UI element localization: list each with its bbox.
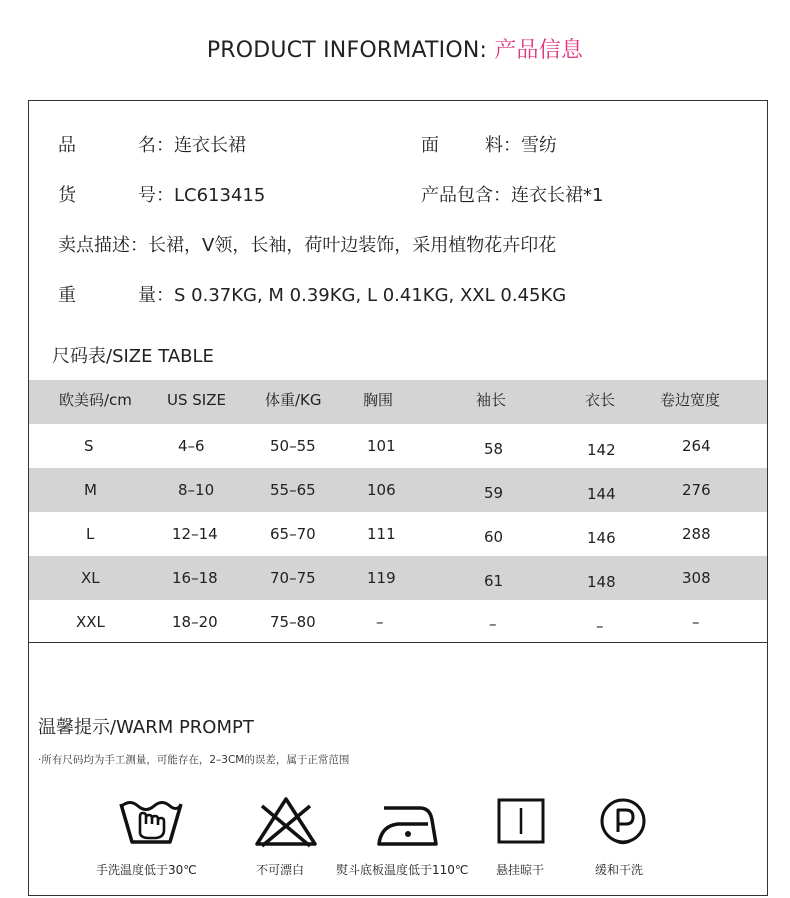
table-cell: – (692, 613, 700, 631)
table-cell: 18–20 (172, 613, 218, 631)
table-cell: 58 (484, 440, 504, 458)
table-cell: L (86, 525, 95, 543)
table-cell: S (84, 437, 94, 455)
info-sku (58, 181, 265, 207)
size-table (29, 380, 767, 644)
table-cell: 61 (484, 572, 504, 590)
title-en: PRODUCT INFORMATION: (206, 38, 495, 63)
header-cell: 胸围 (363, 391, 394, 409)
table-cell: 142 (587, 441, 616, 459)
header-cell: 欧美码/cm (59, 391, 132, 409)
table-cell: 8–10 (178, 481, 215, 499)
table-cell: 59 (484, 484, 504, 502)
info-weight-label: 重量 (58, 285, 156, 306)
table-cell: – (489, 615, 497, 633)
hang-dry-icon (496, 796, 548, 848)
table-cell: 144 (587, 485, 616, 503)
table-cell: 101 (367, 437, 396, 455)
hand-wash-icon (118, 796, 184, 848)
info-name (58, 131, 246, 157)
table-cell: 50–55 (270, 437, 316, 455)
table-header (29, 380, 767, 424)
care-label-hand-wash: 手洗温度低于30℃ (96, 863, 197, 877)
table-cell: 75–80 (270, 613, 316, 631)
table-cell: 55–65 (270, 481, 316, 499)
table-cell: 106 (367, 481, 396, 499)
colon: ： (156, 185, 174, 206)
table-cell: M (84, 481, 97, 499)
header-cell: 卷边宽度 (660, 391, 721, 409)
table-cell: 288 (682, 525, 711, 543)
info-weight-value: S 0.37KG, M 0.39KG, L 0.41KG, XXL 0.45KG (174, 285, 567, 306)
table-cell: 264 (682, 437, 711, 455)
colon: ： (493, 185, 511, 206)
info-selling (58, 231, 556, 257)
care-label-dry-clean: 缓和干洗 (595, 863, 644, 877)
header-cell: 体重/KG (265, 391, 322, 409)
table-cell: 146 (587, 529, 616, 547)
table-cell: – (596, 617, 604, 635)
table-cell: 65–70 (270, 525, 316, 543)
page-title (0, 33, 790, 64)
table-cell: 148 (587, 573, 616, 591)
table-row (29, 512, 767, 556)
colon: ： (503, 135, 521, 156)
info-package-label: 产品包含 (421, 185, 493, 206)
info-fabric-value: 雪纺 (521, 135, 557, 156)
table-cell: 12–14 (172, 525, 218, 543)
info-sku-value: LC613415 (174, 185, 266, 206)
warm-prompt-note: ·所有尺码均为手工测量，可能存在，2–3CM的误差，属于正常范围 (38, 754, 350, 766)
care-label-iron: 熨斗底板温度低于110℃ (336, 863, 469, 877)
info-sku-label: 货号 (58, 185, 156, 206)
header-cell: US SIZE (167, 391, 226, 409)
iron-icon (376, 796, 440, 848)
care-label-hang-dry: 悬挂晾干 (496, 863, 545, 877)
header-cell: 衣长 (585, 391, 616, 409)
table-cell: 119 (367, 569, 396, 587)
info-selling-value: 长裙，V领，长袖，荷叶边装饰，采用植物花卉印花 (148, 235, 557, 256)
table-cell: 16–18 (172, 569, 218, 587)
table-cell: 111 (367, 525, 396, 543)
table-row (29, 556, 767, 600)
table-cell: XL (81, 569, 100, 587)
info-fabric-label: 面料 (421, 135, 503, 156)
table-cell: 4–6 (178, 437, 205, 455)
info-name-value: 连衣长裙 (174, 135, 246, 156)
table-cell: 308 (682, 569, 711, 587)
table-cell: 60 (484, 528, 504, 546)
table-cell: 70–75 (270, 569, 316, 587)
info-name-label: 品名 (58, 135, 156, 156)
info-selling-label: 卖点描述 (58, 235, 130, 256)
table-cell: 276 (682, 481, 711, 499)
info-package-value: 连衣长裙*1 (511, 185, 604, 206)
table-row (29, 600, 767, 644)
no-bleach-icon (254, 796, 318, 848)
colon: ： (156, 285, 174, 306)
dry-clean-icon (598, 796, 648, 848)
colon: ： (156, 135, 174, 156)
table-row (29, 424, 767, 468)
info-package (421, 181, 603, 207)
care-label-no-bleach: 不可漂白 (256, 863, 305, 877)
info-fabric (421, 131, 557, 157)
info-weight (58, 281, 566, 307)
table-cell: XXL (76, 613, 105, 631)
size-table-title: 尺码表/SIZE TABLE (52, 346, 214, 367)
table-cell: – (376, 613, 384, 631)
warm-prompt-title: 温馨提示/WARM PROMPT (38, 717, 254, 738)
header-cell: 袖长 (476, 391, 507, 409)
table-row (29, 468, 767, 512)
colon: ： (130, 235, 148, 256)
title-zh: 产品信息 (494, 38, 584, 63)
